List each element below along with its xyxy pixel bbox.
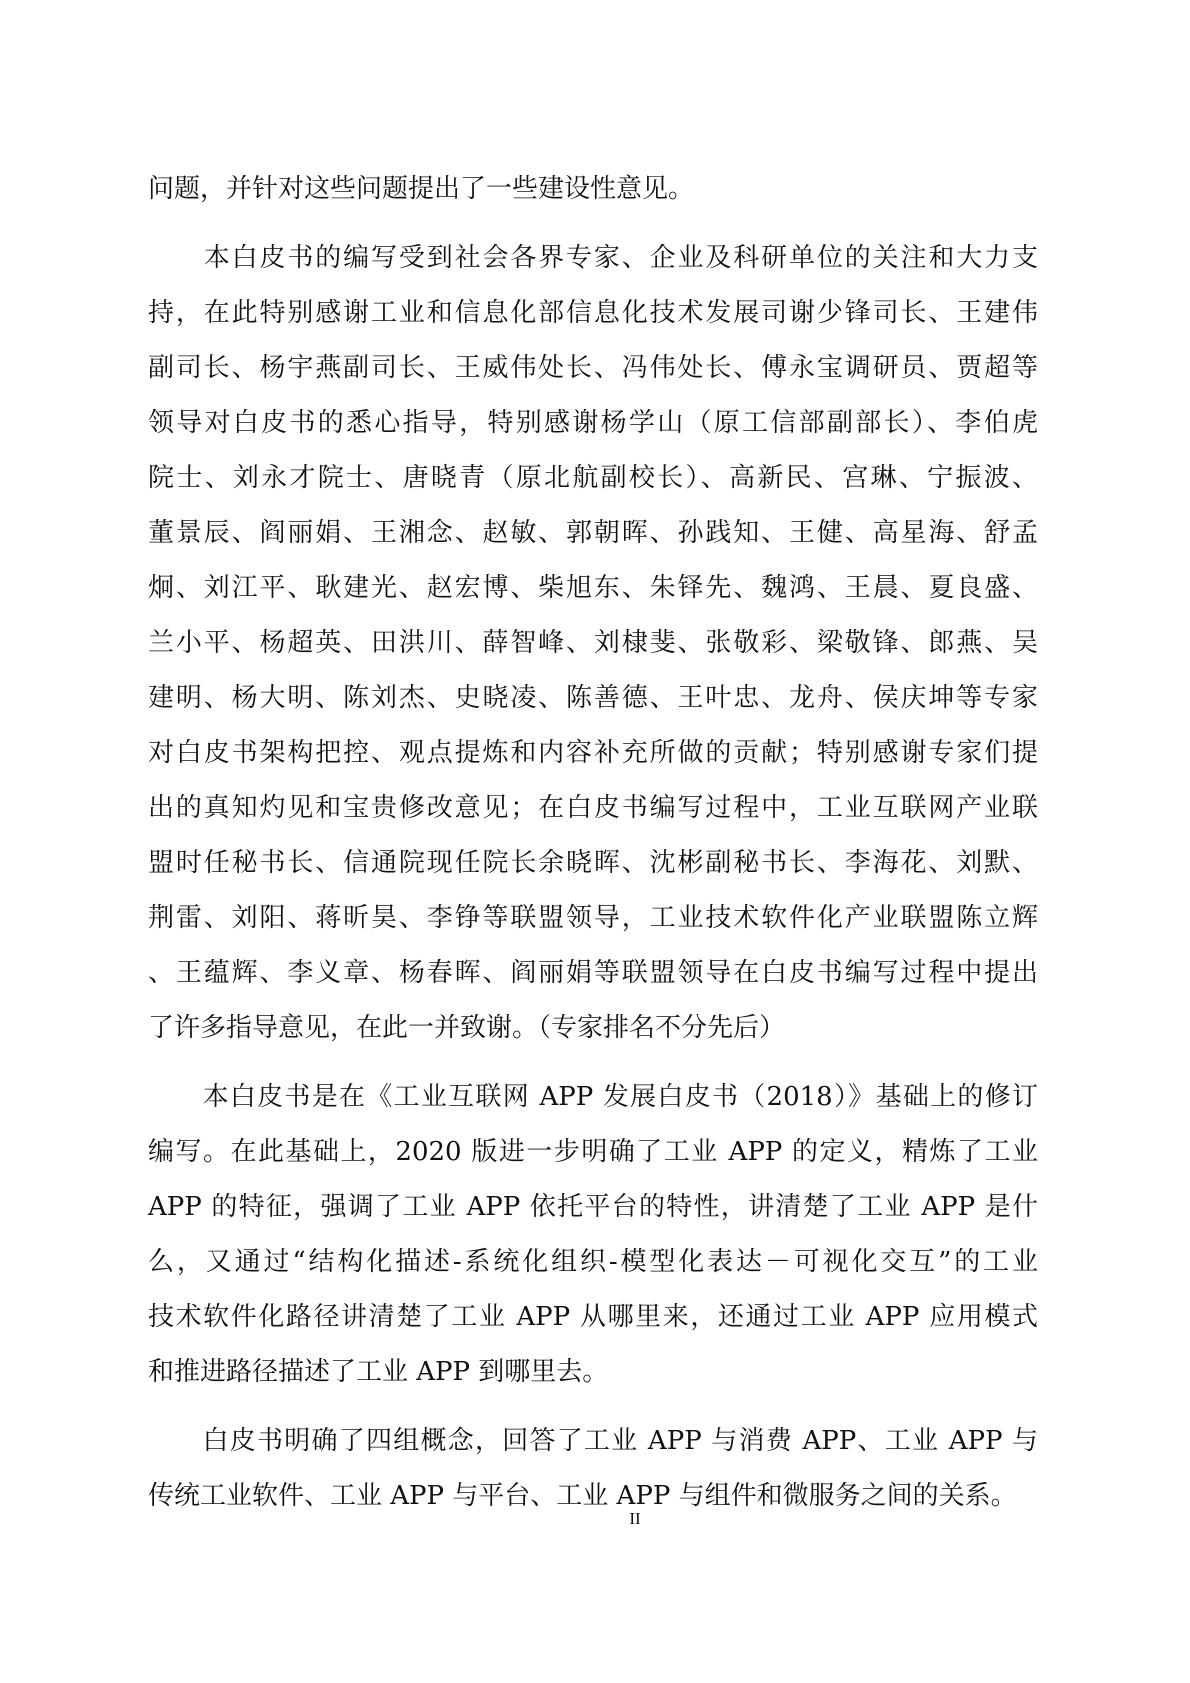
text-line: 持，在此特别感谢工业和信息化部信息化技术发展司谢少锋司长、王建伟 [148, 298, 1038, 328]
page-body [148, 162, 1038, 1524]
paragraph-4 [148, 1414, 1038, 1524]
text-line: 本白皮书的编写受到社会各界专家、企业及科研单位的关注和大力支 [148, 243, 1038, 273]
text-line: 对白皮书架构把控、观点提炼和内容补充所做的贡献；特别感谢专家们提 [148, 738, 1038, 768]
text-line: 院士、刘永才院士、唐晓青（原北航副校长）、高新民、宫琳、宁振波、 [148, 463, 1038, 493]
text-line: 建明、杨大明、陈刘杰、史晓凌、陈善德、王叶忠、龙舟、侯庆坤等专家 [148, 683, 1038, 713]
paragraph-2 [148, 231, 1038, 1056]
text-line: 传统工业软件、工业 APP 与平台、工业 APP 与组件和微服务之间的关系。 [148, 1481, 1017, 1511]
text-line: 、王蕴辉、李义章、杨春晖、阎丽娟等联盟领导在白皮书编写过程中提出 [148, 958, 1038, 988]
page-number: II [629, 1509, 641, 1528]
text-line: 和推进路径描述了工业 APP 到哪里去。 [148, 1357, 609, 1387]
text-line: 编写。在此基础上，2020 版进一步明确了工业 APP 的定义，精炼了工业 [148, 1137, 1038, 1167]
text-line: 领导对白皮书的悉心指导，特别感谢杨学山（原工信部副部长）、李伯虎 [148, 408, 1038, 438]
paragraph-3 [148, 1070, 1038, 1400]
text-line: APP 的特征，强调了工业 APP 依托平台的特性，讲清楚了工业 APP 是什 [148, 1192, 1038, 1222]
text-line: 炯、刘江平、耿建光、赵宏博、柴旭东、朱铎先、魏鸿、王晨、夏良盛、 [148, 573, 1038, 603]
text-line: 荆雷、刘阳、蒋昕昊、李铮等联盟领导，工业技术软件化产业联盟陈立辉 [148, 903, 1038, 933]
text-line: 本白皮书是在《工业互联网 APP 发展白皮书（2018）》基础上的修订 [148, 1082, 1038, 1112]
text-line: 技术软件化路径讲清楚了工业 APP 从哪里来，还通过工业 APP 应用模式 [148, 1302, 1038, 1332]
text-line: 出的真知灼见和宝贵修改意见；在白皮书编写过程中，工业互联网产业联 [148, 793, 1038, 823]
text-line: 董景辰、阎丽娟、王湘念、赵敏、郭朝晖、孙践知、王健、高星海、舒孟 [148, 518, 1038, 548]
text-line: 么，又通过“结构化描述-系统化组织-模型化表达－可视化交互”的工业 [148, 1247, 1038, 1277]
paragraph-1 [148, 162, 1038, 217]
text-line: 问题，并针对这些问题提出了一些建设性意见。 [148, 174, 695, 204]
text-line: 兰小平、杨超英、田洪川、薛智峰、刘棣斐、张敬彩、梁敬锋、郎燕、吴 [148, 628, 1038, 658]
text-line: 了许多指导意见，在此一并致谢。（专家排名不分先后） [148, 1013, 786, 1043]
text-line: 盟时任秘书长、信通院现任院长余晓晖、沈彬副秘书长、李海花、刘默、 [148, 848, 1038, 878]
text-line: 白皮书明确了四组概念，回答了工业 APP 与消费 APP、工业 APP 与 [148, 1426, 1038, 1456]
text-line: 副司长、杨宇燕副司长、王威伟处长、冯伟处长、傅永宝调研员、贾超等 [148, 353, 1038, 383]
